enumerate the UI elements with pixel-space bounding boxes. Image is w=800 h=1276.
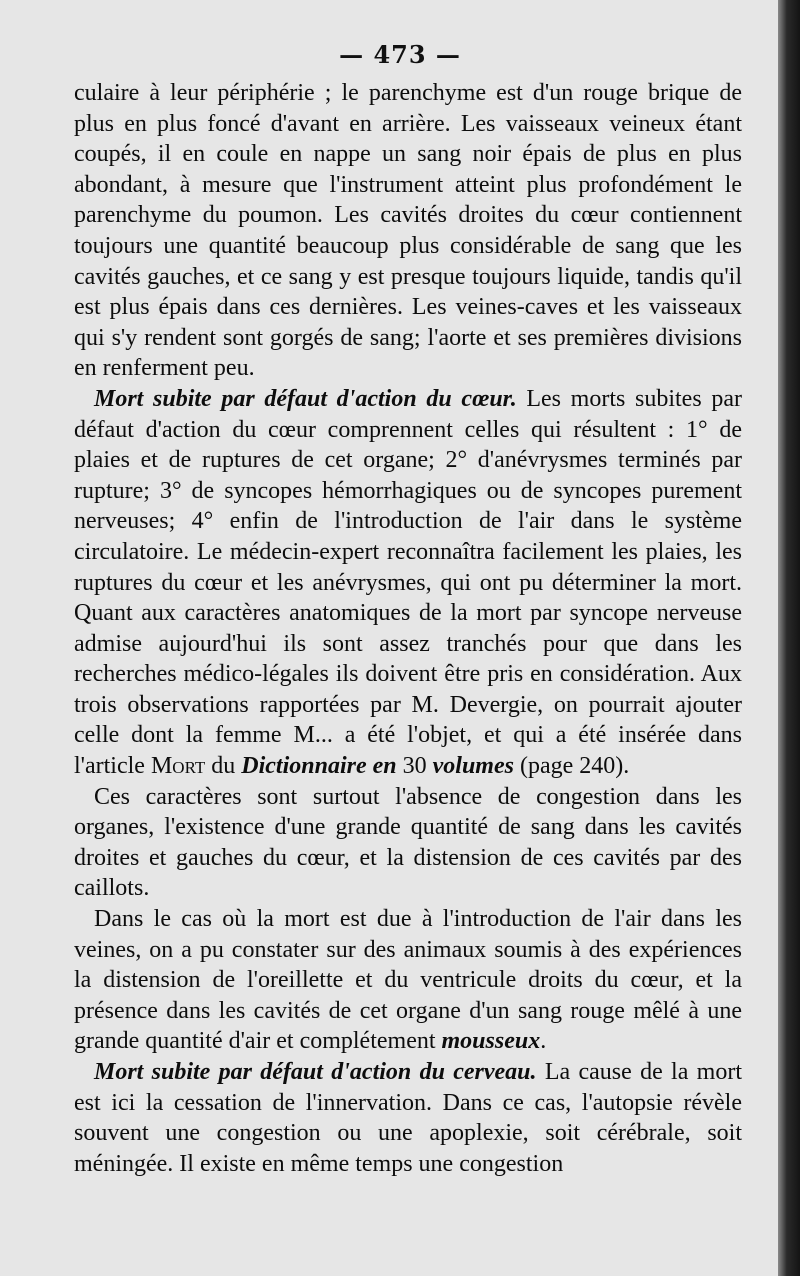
page-number: — 473 —	[339, 40, 461, 69]
volumes-word: volumes	[432, 753, 514, 780]
section-heading-brain: Mort subite par défaut d'action du cerveau.	[94, 1059, 537, 1085]
paragraph-heart-text: Les morts subites par défaut d'action du cœur comprennent celles qui résultent : 1° de plaies et de ruptures de cet organe; 2° d'anévrysmes terminés par rupture; 3° de syncopes hémorrhagiques ou de syncopes purement nerveuses; 4° enfin de l'introduction de l'air dans le système circulatoire. Le médecin-expert reconnaîtra facilement les plaies, les ruptures du cœur et les anévrysmes, qui ont pu déterminer la mort. Quant aux caractères anatomiques de la mort par syncope nerveuse admise aujourd'hui ils sont assez tranchés pour que dans les recherches médico-légales ils doivent être pris en considération. Aux trois observations rapportées par M. Devergie, on pourrait ajouter celle dont la femme M... a été l'objet, et qui a été insérée dans l'article	[74, 385, 742, 780]
paragraph-heart	[74, 384, 742, 782]
paragraph-lung: culaire à leur périphérie ; le parenchyme est d'un rouge brique de plus en plus foncé d'avant en arrière. Les vaisseaux veineux étant coupés, il en coule en nappe un sang noir épais de plus en plus abondant, à mesure que l'instrument atteint plus profondément le parenchyme du poumon. Les cavités droites du cœur contiennent toujours une quantité beaucoup plus considérable de sang que les cavités gauches, et ce sang y est presque toujours liquide, tandis qu'il est plus épais dans ces dernières. Les veines-caves et les vaisseaux qui s'y rendent sont gorgés de sang; l'aorte et ses premières divisions en renferment peu.	[74, 80, 742, 382]
article-title: Mort	[150, 753, 206, 780]
volumes-number: 30	[396, 753, 433, 780]
paragraph-air	[74, 904, 742, 1057]
emphasis-mousseux: mousseux	[441, 1028, 541, 1055]
section-heading-heart: Mort subite par défaut d'action du cœur.	[94, 385, 517, 412]
paragraph-brain	[74, 1057, 742, 1179]
page-edge-shadow	[778, 0, 800, 1276]
paragraph-brain-text: La cause de la mort est ici la cessation de l'innervation. Dans ce cas, l'autopsie révèle souvent une congestion ou une apoplexie, soit cérébrale, soit méningée. Il existe en même temps une congestion	[74, 1059, 742, 1177]
paragraph-heart-text-2: du	[205, 753, 242, 780]
paragraph-characters: Ces caractères sont surtout l'absence de congestion dans les organes, l'existence d'une grande quantité de sang dans les cavités droites et gauches du cœur, et la distension de ces cavités par des caillots.	[74, 783, 742, 902]
paragraph-air-end: .	[540, 1028, 547, 1055]
paragraph-air-text: Dans le cas où la mort est due à l'introduction de l'air dans les veines, on a pu constater sur des animaux soumis à des expériences la distension de l'oreillette et du ventricule droits du cœur, et la présence dans les cavités de cet organe d'un sang rouge mêlé à une grande quantité d'air et complétement	[74, 906, 742, 1055]
dictionary-title: Dictionnaire en	[241, 753, 397, 780]
body-text	[74, 78, 742, 1179]
paragraph-heart-text-3: (page 240).	[513, 753, 630, 780]
